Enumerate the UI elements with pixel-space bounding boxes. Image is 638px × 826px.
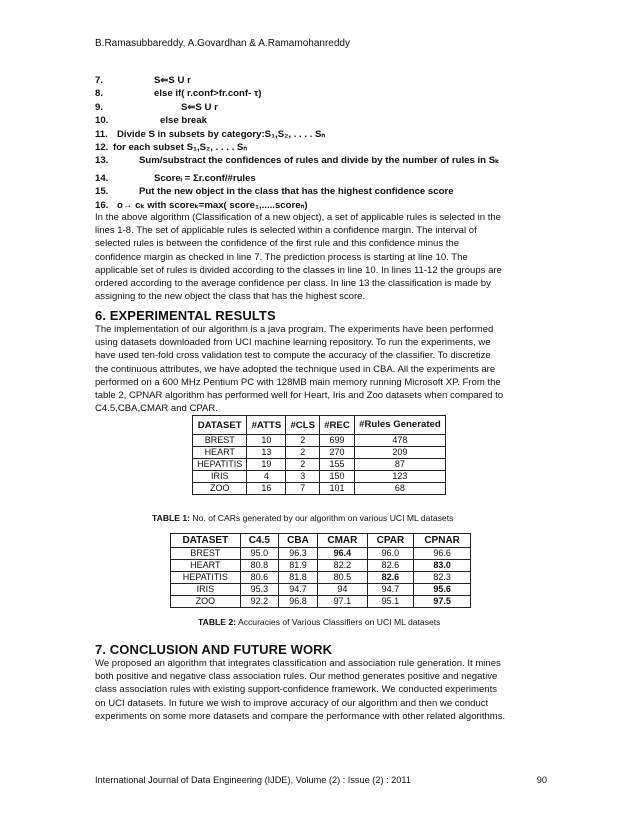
- section-heading: 7. CONCLUSION AND FUTURE WORK: [95, 642, 333, 657]
- table-cell: 97.5: [414, 596, 471, 608]
- table-cell: HEART: [193, 447, 247, 459]
- text-line: We proposed an algorithm that integrates classification and association rule generation. It mines: [95, 658, 501, 669]
- table-cell: 82.6: [367, 560, 414, 572]
- caption-label: TABLE 2:: [198, 617, 237, 627]
- table-cell: 92.2: [240, 596, 278, 608]
- line-number: 15.: [95, 186, 109, 198]
- caption-label: TABLE 1:: [152, 513, 191, 523]
- line-text: for each subset S₁,S₂, . . . . Sₙ: [113, 141, 248, 153]
- text-line: assigning to the new object the class that has the highest score.: [95, 291, 366, 303]
- line-text: Put the new object in the class that has the highest confidence score: [139, 186, 454, 198]
- text-line: In the above algorithm (Classification of a new object), a set of applicable rules is selected in the: [95, 212, 501, 223]
- table-cell: 123: [354, 471, 445, 483]
- table-cell: 101: [320, 483, 355, 495]
- table-cell: HEPATITIS: [171, 572, 241, 584]
- table-cell: 82.3: [414, 572, 471, 584]
- table-cell: 270: [320, 447, 355, 459]
- line-number: 13.: [95, 155, 109, 167]
- table-cell: 209: [354, 447, 445, 459]
- table-1-caption: [152, 513, 453, 523]
- table-cell: 2: [286, 447, 320, 459]
- table-cell: 3: [286, 471, 320, 483]
- table-cell: 2: [286, 435, 320, 447]
- table-1: [192, 415, 446, 495]
- algorithm-line: [95, 199, 555, 212]
- text-line: applicable set of rules is divided according to the classes in line 10. In lines 11-12 the groups are: [95, 264, 502, 276]
- table-cell: 16: [247, 483, 286, 495]
- text-line: table 2, CPNAR algorithm has performed well for Heart, Iris and Zoo datasets when compared to: [95, 390, 504, 402]
- text-line: experiments on some more datasets and compare the performance with other related algorithms.: [95, 710, 506, 722]
- line-text: Scoreᵢ = Σr.conf/#rules: [154, 172, 256, 184]
- text-line: confidence margin as checked in line 7. The prediction process is starting at line 10. The: [95, 251, 468, 263]
- text-line: class association rules with existing support-confidence framework. We conducted experiments: [95, 684, 498, 696]
- algorithm-line: [95, 87, 555, 100]
- page-number: 90: [536, 775, 547, 785]
- column-header: DATASET: [193, 416, 247, 435]
- table-cell: 82.6: [367, 572, 414, 584]
- table-cell: 80.6: [240, 572, 278, 584]
- algorithm-explanation-paragraph: [95, 211, 545, 303]
- table-cell: BREST: [171, 548, 241, 560]
- column-header: #REC: [320, 416, 355, 435]
- table-cell: 80.5: [318, 572, 368, 584]
- text-line: C4.5,CBA,CMAR and CPAR.: [95, 403, 218, 415]
- table-row: [193, 471, 446, 483]
- table-cell: 97.1: [318, 596, 368, 608]
- text-line: on UCI datasets. In future we wish to improve accuracy of our algorithm and then we conduct: [95, 697, 489, 709]
- line-text: else if( r.conf>fr.conf- τ): [154, 88, 262, 100]
- table-row: [171, 584, 471, 596]
- table-2: [170, 533, 471, 608]
- algorithm-line: [95, 154, 555, 167]
- line-number: 14.: [95, 172, 109, 184]
- column-header: C4.5: [240, 534, 278, 548]
- algorithm-line: [95, 185, 555, 198]
- table-cell: 13: [247, 447, 286, 459]
- table-cell: 96.4: [318, 548, 368, 560]
- table-cell: 94.7: [279, 584, 318, 596]
- table-cell: 699: [320, 435, 355, 447]
- table-row: [193, 447, 446, 459]
- table-cell: ZOO: [193, 483, 247, 495]
- table-row: [193, 435, 446, 447]
- line-text: Divide S in subsets by category:S₁,S₂, . . . . Sₙ: [117, 128, 326, 140]
- text-line: lines 1-8. The set of applicable rules is selected within a confidence margin. The interval of: [95, 225, 477, 237]
- column-header: CPNAR: [414, 534, 471, 548]
- table-row: [193, 483, 446, 495]
- table-cell: 96.6: [414, 548, 471, 560]
- table-cell: 96.0: [367, 548, 414, 560]
- column-header: CPAR: [367, 534, 414, 548]
- table-2-caption: [198, 617, 440, 627]
- table-cell: 96.3: [279, 548, 318, 560]
- line-text: Sum/substract the confidences of rules and divide by the number of rules in Sₖ: [139, 155, 500, 167]
- column-header: CBA: [279, 534, 318, 548]
- text-line: using datasets downloaded from UCI machine learning repository. To run the experiments, we: [95, 337, 491, 349]
- algorithm-line: [95, 74, 555, 87]
- running-header: B.Ramasubbareddy, A.Govardhan & A.Ramamohanreddy: [95, 38, 350, 49]
- line-number: 9.: [95, 101, 104, 113]
- table-header-row: [193, 416, 446, 435]
- table-cell: 95.6: [414, 584, 471, 596]
- table-cell: 83.0: [414, 560, 471, 572]
- table-cell: 81.9: [279, 560, 318, 572]
- text-line: the continuous attributes, we have adopted the technique used in CBA. All the experiments are: [95, 363, 496, 375]
- table-cell: 95.3: [240, 584, 278, 596]
- table-row: [171, 560, 471, 572]
- column-header: DATASET: [171, 534, 241, 548]
- column-header: CMAR: [318, 534, 368, 548]
- table-header-row: [171, 534, 471, 548]
- caption-text: No. of CARs generated by our algorithm on various UCI ML datasets: [190, 513, 454, 523]
- table-cell: 150: [320, 471, 355, 483]
- algorithm-line: [95, 172, 555, 185]
- table-cell: 96.8: [279, 596, 318, 608]
- line-number: 12.: [95, 141, 109, 153]
- experimental-results-paragraph: [95, 323, 545, 415]
- table-cell: 155: [320, 459, 355, 471]
- text-line: have used ten-fold cross validation test to compute the accuracy of the classifier. To discretize: [95, 350, 491, 362]
- table-cell: 7: [286, 483, 320, 495]
- text-line: The implementation of our algorithm is a java program. The experiments have been performed: [95, 324, 494, 335]
- line-number: 16.: [95, 199, 109, 211]
- line-number: 10.: [95, 115, 109, 127]
- table-cell: 19: [247, 459, 286, 471]
- table-cell: BREST: [193, 435, 247, 447]
- table-row: [171, 596, 471, 608]
- text-line: both positive and negative class association rules. Our method generates positive and negative: [95, 671, 498, 683]
- text-line: selected rules is between the confidence of the first rule and this confidence minus the: [95, 238, 460, 250]
- table-cell: IRIS: [171, 584, 241, 596]
- table-cell: HEPATITIS: [193, 459, 247, 471]
- column-header: #CLS: [286, 416, 320, 435]
- table-cell: 95.0: [240, 548, 278, 560]
- table-cell: 95.1: [367, 596, 414, 608]
- algorithm-line: [95, 128, 555, 141]
- table-cell: IRIS: [193, 471, 247, 483]
- conclusion-paragraph: [95, 657, 545, 723]
- table-cell: 87: [354, 459, 445, 471]
- table-cell: 68: [354, 483, 445, 495]
- table-cell: 80.8: [240, 560, 278, 572]
- table-cell: 478: [354, 435, 445, 447]
- table-cell: 94.7: [367, 584, 414, 596]
- algorithm-listing: [95, 74, 555, 212]
- line-text: S⇐S U r: [154, 75, 191, 86]
- table-cell: 81.8: [279, 572, 318, 584]
- table-row: [171, 548, 471, 560]
- column-header: #ATTS: [247, 416, 286, 435]
- column-header: #Rules Generated: [354, 416, 445, 435]
- table-cell: 4: [247, 471, 286, 483]
- line-text: else break: [160, 115, 207, 127]
- line-number: 11.: [95, 128, 108, 140]
- journal-citation: International Journal of Data Engineering (IJDE), Volume (2) : Issue (2) : 2011: [95, 775, 411, 785]
- table-cell: 10: [247, 435, 286, 447]
- page-footer: [95, 775, 547, 785]
- line-number: 8.: [95, 88, 104, 100]
- text-line: ordered according to the average confidence per class. In line 13 the classification is made by: [95, 278, 491, 290]
- table-row: [193, 459, 446, 471]
- algorithm-line: [95, 114, 555, 127]
- table-cell: HEART: [171, 560, 241, 572]
- table-row: [171, 572, 471, 584]
- line-text: S⇐S U r: [181, 101, 218, 113]
- text-line: performed on a 600 MHz Pentium PC with 128MB main memory running Microsoft XP. From the: [95, 376, 501, 388]
- algorithm-line: [95, 101, 555, 114]
- table-cell: 94: [318, 584, 368, 596]
- caption-text: Accuracies of Various Classifiers on UCI ML datasets: [236, 617, 441, 627]
- table-cell: 2: [286, 459, 320, 471]
- line-number: 7.: [95, 75, 104, 86]
- section-heading: 6. EXPERIMENTAL RESULTS: [95, 308, 276, 323]
- algorithm-line: [95, 141, 555, 154]
- table-cell: ZOO: [171, 596, 241, 608]
- line-text: o→ cₖ with scoreₖ=max( score₁,.....scoreₙ): [117, 199, 308, 211]
- table-cell: 82.2: [318, 560, 368, 572]
